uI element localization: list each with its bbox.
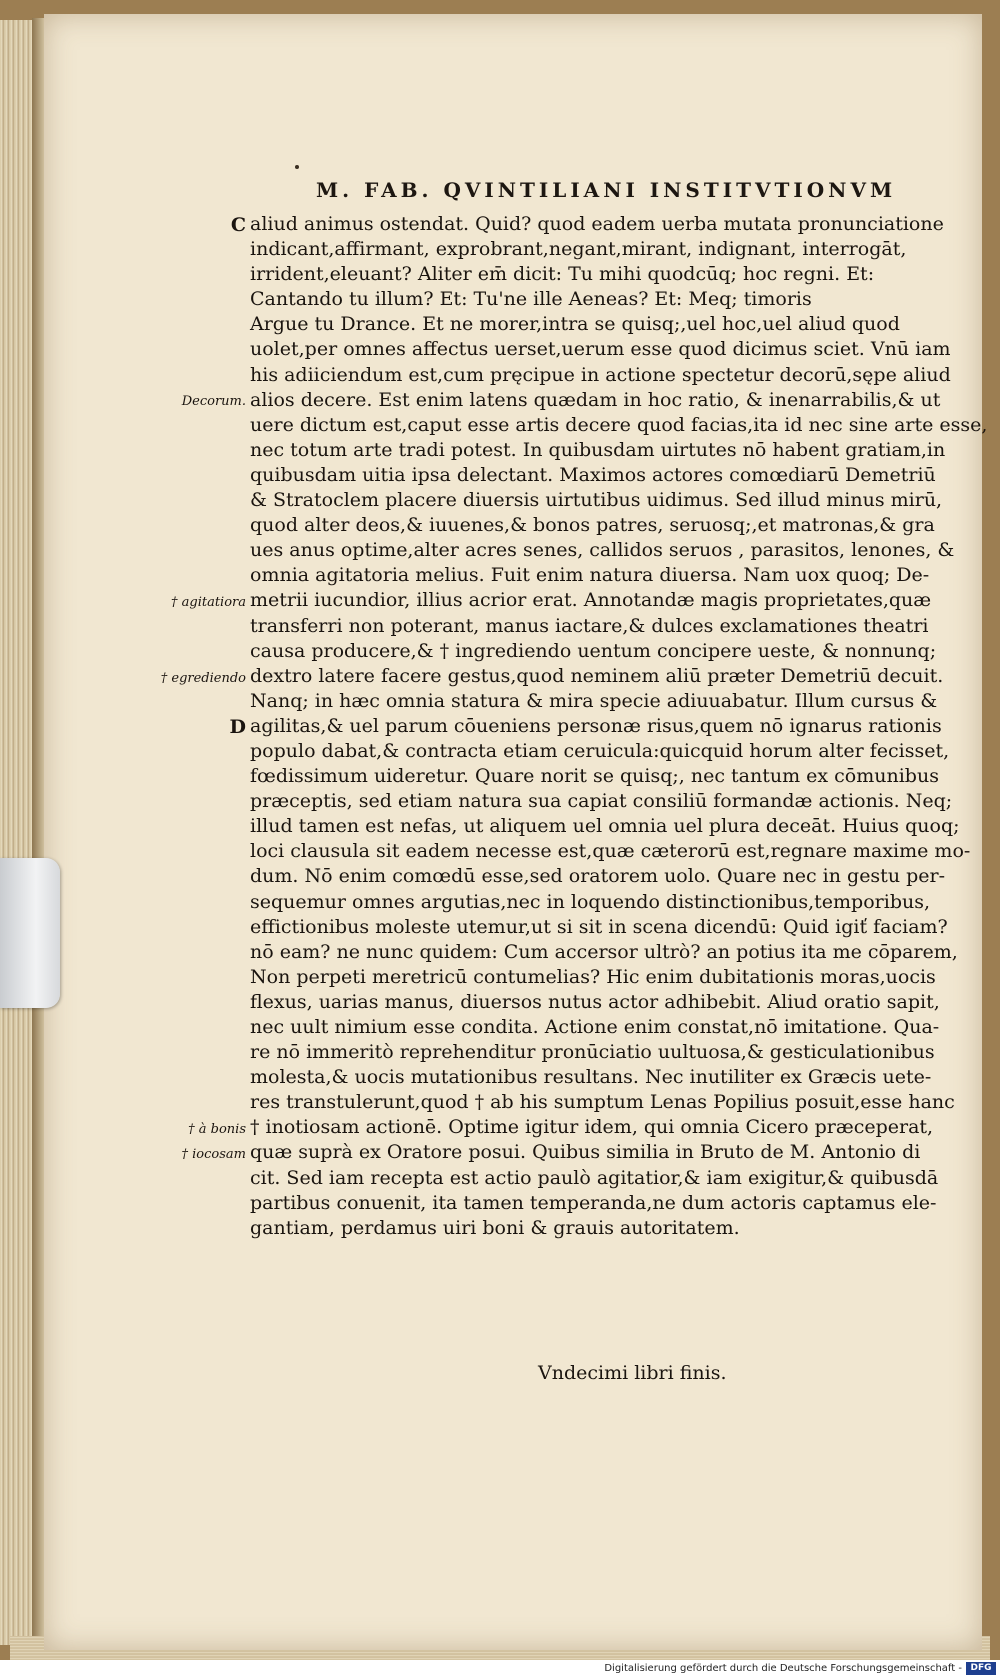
text-line: uere dictum est,caput esse artis decere quod facias,ita id nec sine arte esse, <box>250 413 988 436</box>
text-line: quibusdam uitia ipsa delectant. Maximos actores comœdiarū Demetriū <box>250 463 936 486</box>
text-line: quod alter deos,& iuuenes,& bonos patres, seruosq;,et matronas,& gra <box>250 514 935 537</box>
ink-speck <box>295 165 299 169</box>
margin-note-a-bonis: † à bonis <box>188 1122 246 1137</box>
text-line: re nō immeritò reprehenditur pronūciatio uultuosa,& gesticulationibus <box>250 1041 935 1064</box>
text-line: † inotiosam actionē. Optime igitur idem, qui omnia Cicero præceperat, <box>250 1116 934 1139</box>
text-line: præceptis, sed etiam natura sua capiat consiliū formandæ actionis. Neq; <box>250 790 953 813</box>
text-line: dextro latere facere gestus,quod neminem aliū præter Demetriū decuit. <box>250 664 944 687</box>
text-line: Cantando tu illum? Et: Tu'ne ille Aeneas? Et: Meq; timoris <box>250 288 812 311</box>
text-line: agilitas,& uel parum cōueniens personæ risus,quem nō ignarus rationis <box>250 714 942 737</box>
text-line: uolet,per omnes affectus uerset,uerum esse quod dicimus sciet. Vnū iam <box>250 338 951 361</box>
text-line: quæ suprà ex Oratore posui. Quibus similia in Bruto de M. Antonio di <box>250 1141 921 1164</box>
text-line: irrident,eleuant? Aliter em̄ dicit: Tu mihi quodcūq; hoc regni. Et: <box>250 263 875 286</box>
text-line: flexus, uarias manus, diuersos nutus actor adhibebit. Aliud oratio sapit, <box>250 990 940 1013</box>
text-line: nec uult nimium esse condita. Actione enim constat,nō imitatione. Qua- <box>250 1016 940 1038</box>
text-line: alios decere. Est enim latens quædam in hoc ratio, & inenarrabilis,& ut <box>250 388 941 411</box>
running-head: M. FAB. QVINTILIANI INSTITVTIONVM <box>316 178 897 202</box>
text-line: Nanq; in hæc omnia statura & mira specie adiuuabatur. Illum cursus & <box>250 689 938 712</box>
text-line: sequemur omnes argutias,nec in loquendo distinctionibus,temporibus, <box>250 890 931 913</box>
margin-note-iocosam: † iocosam <box>181 1147 246 1162</box>
book-explicit: Vndecimi libri finis. <box>538 1362 727 1384</box>
page-marker-tab <box>0 858 60 1008</box>
text-line: causa producere,& † ingrediendo uentum concipere ueste, & nonnunq; <box>250 639 937 662</box>
text-line: his adiiciendum est,cum pręcipue in actione spectetur decorū,sępe aliud <box>250 363 951 386</box>
text-line: Argue tu Drance. Et ne morer,intra se quisq;,uel hoc,uel aliud quod <box>250 313 900 336</box>
section-letter-c: C <box>230 214 246 236</box>
book-fore-edge <box>0 20 32 1645</box>
text-line: gantiam, perdamus uiri boni & grauis autoritatem. <box>250 1216 740 1239</box>
text-line: res transtulerunt,quod † ab his sumptum Lenas Popilius posuit,esse hanc <box>250 1091 955 1114</box>
text-line: nec totum arte tradi potest. In quibusdam uirtutes nō habent gratiam,in <box>250 438 946 461</box>
text-line: omnia agitatoria melius. Fuit enim natura diuersa. Nam uox quoq; De- <box>250 564 930 587</box>
text-line: Non perpeti meretricū contumelias? Hic enim dubitationis moras,uocis <box>250 965 936 988</box>
section-letter-d: D <box>229 716 246 738</box>
text-line: cit. Sed iam recepta est actio paulò agitatior,& iam exigitur,& quibusdā <box>250 1166 939 1189</box>
text-line: illud tamen est nefas, ut aliquem uel omnia uel plura deceāt. Huius quoq; <box>250 815 960 838</box>
text-line: populo dabat,& contracta etiam ceruicula:quicquid horum alter fecisset, <box>250 739 950 762</box>
footer-credit: Digitalisierung gefördert durch die Deutsche Forschungsgemeinschaft - <box>604 1663 962 1674</box>
text-line: dum. Nō enim comœdū esse,sed oratorem uolo. Quare nec in gestu per- <box>250 865 946 888</box>
text-line: indicant,affirmant, exprobrant,negant,mirant, indignant, interrogāt, <box>250 238 907 261</box>
text-line: transferri non poterant, manus iactare,& dulces exclamationes theatri <box>250 614 929 637</box>
text-line: aliud animus ostendat. Quid? quod eadem uerba mutata pronunciatione <box>250 213 944 235</box>
text-line: & Stratoclem placere diuersis uirtutibus uidimus. Sed illud minus mirū, <box>250 489 943 512</box>
margin-note-agitatiora: † agitatiora <box>170 595 246 610</box>
text-line: partibus conuenit, ita tamen temperanda,ne dum actoris captamus ele- <box>250 1191 937 1214</box>
text-line: fœdissimum uideretur. Quare norit se quisq;, nec tantum ex cōmunibus <box>250 765 939 788</box>
body-text <box>250 212 988 1241</box>
text-line: effictionibus moleste utemur,ut si sit in scena dicendū: Quid igiť faciam? <box>250 915 948 938</box>
text-line: ues anus optime,alter acres senes, callidos seruos , parasitos, lenones, & <box>250 539 955 562</box>
text-line: nō eam? ne nunc quidem: Cum accersor ultrò? an potius ita me cōparem, <box>250 940 958 963</box>
margin-note-decorum: Decorum. <box>181 394 246 409</box>
margin-note-ingrediendo: † egrediendo <box>160 671 246 686</box>
text-line: loci clausula sit eadem necesse est,quæ cæterorū est,regnare maxime mo- <box>250 840 971 863</box>
dfg-logo: DFG <box>966 1662 996 1675</box>
text-line: molesta,& uocis mutationibus resultans. Nec inutiliter ex Græcis uete- <box>250 1066 932 1089</box>
text-line: metrii iucundior, illius acrior erat. Annotandæ magis proprietates,quæ <box>250 589 932 612</box>
